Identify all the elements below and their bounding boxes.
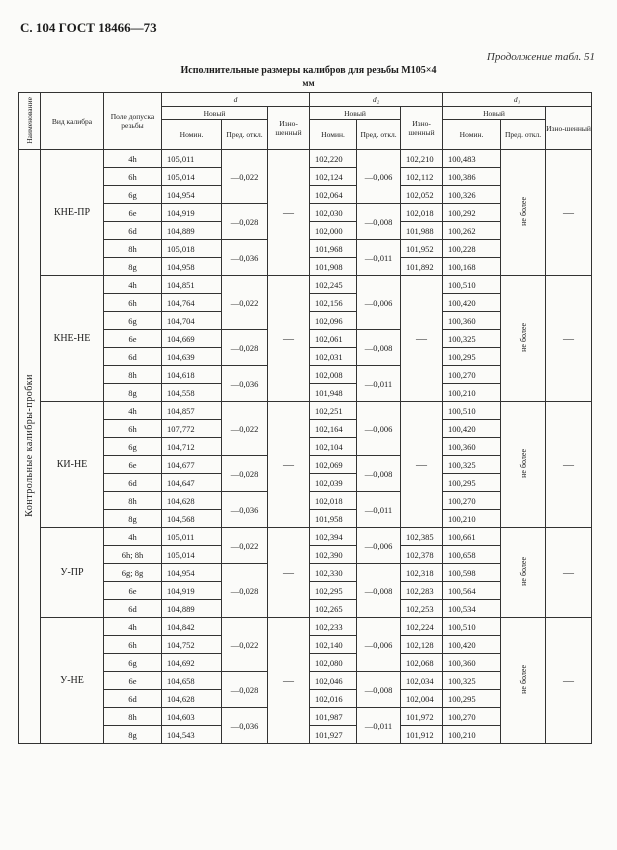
d2-nominal-cell: 102,069 (310, 456, 357, 474)
d-nominal-cell: 104,857 (162, 402, 222, 420)
d1-nominal-cell: 100,325 (443, 456, 501, 474)
d-nominal-cell: 104,889 (162, 600, 222, 618)
d2-dev-cell: —0,008 (357, 564, 401, 618)
group-label-cell (19, 150, 41, 744)
group-label: Контрольные калибры-пробки (24, 374, 35, 517)
d1-nominal-cell: 100,510 (443, 618, 501, 636)
col-tolerance-header: Поле допуска резьбы (104, 93, 162, 150)
tolerance-cell: 6d (104, 600, 162, 618)
d1-nominal-cell: 100,386 (443, 168, 501, 186)
d2-dev-cell: —0,008 (357, 672, 401, 708)
d1-nominal-cell: 100,598 (443, 564, 501, 582)
d2-worn-cell: 101,988 (401, 222, 443, 240)
d1-dev-cell (501, 618, 546, 744)
d2-dev-cell: —0,008 (357, 456, 401, 492)
d1-nominal-cell: 100,270 (443, 492, 501, 510)
d-nominal-cell: 104,543 (162, 726, 222, 744)
d-nominal-cell: 104,851 (162, 276, 222, 294)
d1-nominal-cell: 100,262 (443, 222, 501, 240)
d2-nominal-cell: 102,104 (310, 438, 357, 456)
tolerance-cell: 6g; 8g (104, 564, 162, 582)
d2-nominal-cell: 102,039 (310, 474, 357, 492)
d-dev-cell: —0,022 (222, 276, 268, 330)
d2-worn-cell: 102,034 (401, 672, 443, 690)
d1-nominal-cell: 100,295 (443, 348, 501, 366)
d1-dev-cell (501, 150, 546, 276)
d-nominal-cell: 104,919 (162, 204, 222, 222)
d-nominal-cell: 104,677 (162, 456, 222, 474)
tolerance-cell: 6d (104, 348, 162, 366)
d2-worn-header: Изно-шенный (401, 107, 443, 150)
tolerance-cell: 6h (104, 636, 162, 654)
d-nominal-cell: 105,018 (162, 240, 222, 258)
d2-dev-cell: —0,008 (357, 204, 401, 240)
d1-nominal-cell: 100,658 (443, 546, 501, 564)
d2-nominal-cell: 102,233 (310, 618, 357, 636)
d1-nominal-cell: 100,510 (443, 402, 501, 420)
d2-dev-cell: —0,006 (357, 150, 401, 204)
tolerance-cell: 6h; 8h (104, 546, 162, 564)
d-dev-cell: —0,036 (222, 366, 268, 402)
d1-nominal-cell: 100,510 (443, 276, 501, 294)
d-nominal-cell: 105,011 (162, 528, 222, 546)
tolerance-cell: 8h (104, 492, 162, 510)
d-nominal-cell: 104,842 (162, 618, 222, 636)
d2-nominal-cell: 102,008 (310, 366, 357, 384)
d-nominal-cell: 104,954 (162, 564, 222, 582)
d2-worn-cell: — (401, 276, 443, 402)
d2-nominal-cell: 102,124 (310, 168, 357, 186)
d2-dev-cell: —0,006 (357, 618, 401, 672)
d2-nominal-cell: 101,908 (310, 258, 357, 276)
tolerance-cell: 6g (104, 438, 162, 456)
d1-nominal-cell: 100,483 (443, 150, 501, 168)
d-nominal-cell: 105,011 (162, 150, 222, 168)
d1-nominal-cell: 100,270 (443, 708, 501, 726)
d2-worn-cell: 102,112 (401, 168, 443, 186)
table-row (19, 402, 592, 420)
d2-nominal-cell: 101,968 (310, 240, 357, 258)
tolerance-cell: 6g (104, 654, 162, 672)
d-dev-cell: —0,028 (222, 672, 268, 708)
d1-nominal-cell: 100,661 (443, 528, 501, 546)
tolerance-cell: 6e (104, 582, 162, 600)
d2-worn-cell: 101,972 (401, 708, 443, 726)
d1-nominal-cell: 100,210 (443, 510, 501, 528)
tolerance-cell: 6e (104, 456, 162, 474)
d1-nominal-cell: 100,295 (443, 690, 501, 708)
col-d1-header: d₁ (443, 93, 592, 107)
d-worn-cell: — (268, 528, 310, 618)
d2-worn-cell: 102,018 (401, 204, 443, 222)
d1-nominal-header: Номин. (443, 120, 501, 150)
tolerance-cell: 6g (104, 186, 162, 204)
d2-new-header: Новый (310, 107, 401, 120)
d-dev-cell: —0,028 (222, 204, 268, 240)
d-nominal-cell: 107,772 (162, 420, 222, 438)
d1-nominal-cell: 100,210 (443, 384, 501, 402)
d1-nominal-cell: 100,420 (443, 420, 501, 438)
page-header-title: С. 104 ГОСТ 18466—73 (20, 20, 157, 35)
d-nominal-cell: 105,014 (162, 546, 222, 564)
tolerance-cell: 8g (104, 726, 162, 744)
d2-nominal-cell: 101,987 (310, 708, 357, 726)
d1-dev-header: Пред. откл. (501, 120, 546, 150)
d2-worn-cell: 102,128 (401, 636, 443, 654)
tolerance-cell: 6g (104, 312, 162, 330)
d1-nominal-cell: 100,210 (443, 726, 501, 744)
table-row (19, 276, 592, 294)
not-more-label: не более (518, 665, 528, 694)
d2-worn-cell: 101,892 (401, 258, 443, 276)
d2-worn-cell: 102,318 (401, 564, 443, 582)
d-dev-cell: —0,036 (222, 708, 268, 744)
d2-nominal-cell: 102,046 (310, 672, 357, 690)
col-d-header: d (162, 93, 310, 107)
tolerance-cell: 8g (104, 510, 162, 528)
d-dev-cell: —0,022 (222, 402, 268, 456)
d2-worn-cell: 102,004 (401, 690, 443, 708)
table-units: мм (302, 78, 315, 88)
d1-nominal-cell: 100,420 (443, 636, 501, 654)
d1-nominal-cell: 100,292 (443, 204, 501, 222)
tolerance-cell: 8g (104, 258, 162, 276)
d2-nominal-cell: 102,018 (310, 492, 357, 510)
tolerance-cell: 4h (104, 618, 162, 636)
tolerance-cell: 8h (104, 240, 162, 258)
d2-nominal-cell: 102,245 (310, 276, 357, 294)
gauge-type-cell: КНЕ-ПР (41, 150, 104, 276)
d1-nominal-cell: 100,295 (443, 474, 501, 492)
d-nominal-cell: 104,618 (162, 366, 222, 384)
d1-nominal-cell: 100,564 (443, 582, 501, 600)
d1-dev-cell (501, 528, 546, 618)
d-worn-cell: — (268, 402, 310, 528)
d2-nominal-cell: 102,016 (310, 690, 357, 708)
d-nominal-cell: 104,958 (162, 258, 222, 276)
d-worn-header: Изно-шенный (268, 107, 310, 150)
gauge-type-cell: У-ПР (41, 528, 104, 618)
table-row (19, 618, 592, 636)
d-dev-cell: —0,036 (222, 240, 268, 276)
d-nominal-cell: 104,919 (162, 582, 222, 600)
d2-dev-cell: —0,011 (357, 366, 401, 402)
d-dev-cell: —0,028 (222, 330, 268, 366)
tolerance-cell: 6h (104, 294, 162, 312)
gauge-type-cell: КНЕ-НЕ (41, 276, 104, 402)
d2-worn-cell: 102,378 (401, 546, 443, 564)
d-nominal-cell: 104,558 (162, 384, 222, 402)
d1-worn-cell: — (546, 402, 592, 528)
d2-dev-cell: —0,011 (357, 240, 401, 276)
d2-nominal-cell: 102,394 (310, 528, 357, 546)
d-nominal-cell: 104,603 (162, 708, 222, 726)
d1-nominal-cell: 100,360 (443, 312, 501, 330)
table-title: Исполнительные размеры калибров для резьбы М105×4 (180, 65, 437, 76)
table-row (19, 528, 592, 546)
d2-worn-cell: 102,385 (401, 528, 443, 546)
tolerance-cell: 6e (104, 330, 162, 348)
d2-worn-cell: 102,283 (401, 582, 443, 600)
d-nominal-header: Номин. (162, 120, 222, 150)
d2-nominal-cell: 102,030 (310, 204, 357, 222)
d2-nominal-cell: 102,096 (310, 312, 357, 330)
d2-nominal-cell: 101,927 (310, 726, 357, 744)
d2-dev-cell: —0,008 (357, 330, 401, 366)
d2-nominal-cell: 102,000 (310, 222, 357, 240)
d-nominal-cell: 104,712 (162, 438, 222, 456)
d2-nominal-header: Номин. (310, 120, 357, 150)
d-nominal-cell: 104,889 (162, 222, 222, 240)
d1-dev-cell (501, 402, 546, 528)
tolerance-cell: 6d (104, 222, 162, 240)
d2-nominal-cell: 102,064 (310, 186, 357, 204)
tolerance-cell: 4h (104, 276, 162, 294)
gauge-type-cell: КИ-НЕ (41, 402, 104, 528)
d1-nominal-cell: 100,325 (443, 330, 501, 348)
not-more-label: не более (518, 449, 528, 478)
d-nominal-cell: 104,568 (162, 510, 222, 528)
tolerance-cell: 6e (104, 204, 162, 222)
d1-worn-header: Изно-шенный (546, 107, 592, 150)
d1-worn-cell: — (546, 276, 592, 402)
d-worn-cell: — (268, 150, 310, 276)
d1-worn-cell: — (546, 528, 592, 618)
not-more-label: не более (518, 197, 528, 226)
d1-new-header: Новый (443, 107, 546, 120)
continuation-label: Продолжение табл. 51 (486, 51, 595, 63)
d1-nominal-cell: 100,534 (443, 600, 501, 618)
d2-dev-cell: —0,006 (357, 402, 401, 456)
col-name-header: Наименование (19, 93, 41, 150)
d2-worn-cell: 102,068 (401, 654, 443, 672)
tolerance-cell: 6h (104, 168, 162, 186)
d2-nominal-cell: 102,295 (310, 582, 357, 600)
d2-worn-cell: 101,912 (401, 726, 443, 744)
d-dev-header: Пред. откл. (222, 120, 268, 150)
d-worn-cell: — (268, 276, 310, 402)
d2-worn-cell: 102,210 (401, 150, 443, 168)
d-dev-cell: —0,028 (222, 564, 268, 618)
table-row (19, 150, 592, 168)
d2-worn-cell: 102,052 (401, 186, 443, 204)
d2-nominal-cell: 102,251 (310, 402, 357, 420)
d-nominal-cell: 104,704 (162, 312, 222, 330)
d2-nominal-cell: 102,140 (310, 636, 357, 654)
d1-nominal-cell: 100,420 (443, 294, 501, 312)
d2-worn-cell: — (401, 402, 443, 528)
d2-nominal-cell: 102,164 (310, 420, 357, 438)
d-dev-cell: —0,022 (222, 618, 268, 672)
d2-worn-cell: 102,224 (401, 618, 443, 636)
tolerance-cell: 8h (104, 708, 162, 726)
d2-nominal-cell: 102,265 (310, 600, 357, 618)
d-nominal-cell: 104,647 (162, 474, 222, 492)
tolerance-cell: 6d (104, 690, 162, 708)
d2-dev-cell: —0,011 (357, 708, 401, 744)
d-new-header: Новый (162, 107, 268, 120)
tolerance-cell: 4h (104, 150, 162, 168)
d-nominal-cell: 104,658 (162, 672, 222, 690)
d1-nominal-cell: 100,228 (443, 240, 501, 258)
d2-nominal-cell: 102,220 (310, 150, 357, 168)
d2-nominal-cell: 102,330 (310, 564, 357, 582)
d2-nominal-cell: 102,390 (310, 546, 357, 564)
col-d2-header: d₂ (310, 93, 443, 107)
tolerance-cell: 8h (104, 366, 162, 384)
d2-worn-cell: 102,253 (401, 600, 443, 618)
d2-worn-cell: 101,952 (401, 240, 443, 258)
tolerance-cell: 6d (104, 474, 162, 492)
d2-nominal-cell: 101,948 (310, 384, 357, 402)
d2-dev-cell: —0,006 (357, 528, 401, 564)
d-dev-cell: —0,022 (222, 150, 268, 204)
d1-nominal-cell: 100,168 (443, 258, 501, 276)
d-dev-cell: —0,036 (222, 492, 268, 528)
d2-nominal-cell: 101,958 (310, 510, 357, 528)
gauge-dimensions-table (18, 92, 592, 744)
d-nominal-cell: 104,764 (162, 294, 222, 312)
d1-worn-cell: — (546, 618, 592, 744)
table-body (19, 150, 592, 744)
d2-nominal-cell: 102,080 (310, 654, 357, 672)
d-nominal-cell: 104,628 (162, 690, 222, 708)
d-dev-cell: —0,028 (222, 456, 268, 492)
tolerance-cell: 6e (104, 672, 162, 690)
d2-nominal-cell: 102,061 (310, 330, 357, 348)
d1-worn-cell: — (546, 150, 592, 276)
tolerance-cell: 8g (104, 384, 162, 402)
d2-dev-header: Пред. откл. (357, 120, 401, 150)
d1-dev-cell (501, 276, 546, 402)
tolerance-cell: 4h (104, 402, 162, 420)
d2-nominal-cell: 102,031 (310, 348, 357, 366)
d-nominal-cell: 105,014 (162, 168, 222, 186)
d-nominal-cell: 104,639 (162, 348, 222, 366)
d1-nominal-cell: 100,325 (443, 672, 501, 690)
d-nominal-cell: 104,669 (162, 330, 222, 348)
tolerance-cell: 6h (104, 420, 162, 438)
col-gauge-type-header: Вид калибра (41, 93, 104, 150)
d1-nominal-cell: 100,270 (443, 366, 501, 384)
d2-dev-cell: —0,006 (357, 276, 401, 330)
d2-dev-cell: —0,011 (357, 492, 401, 528)
not-more-label: не более (518, 323, 528, 352)
tolerance-cell: 4h (104, 528, 162, 546)
d-nominal-cell: 104,954 (162, 186, 222, 204)
d-nominal-cell: 104,752 (162, 636, 222, 654)
not-more-label: не более (518, 557, 528, 586)
d-nominal-cell: 104,628 (162, 492, 222, 510)
d-dev-cell: —0,022 (222, 528, 268, 564)
d1-nominal-cell: 100,326 (443, 186, 501, 204)
d-nominal-cell: 104,692 (162, 654, 222, 672)
d1-nominal-cell: 100,360 (443, 438, 501, 456)
d1-nominal-cell: 100,360 (443, 654, 501, 672)
d2-nominal-cell: 102,156 (310, 294, 357, 312)
gauge-type-cell: У-НЕ (41, 618, 104, 744)
d-worn-cell: — (268, 618, 310, 744)
